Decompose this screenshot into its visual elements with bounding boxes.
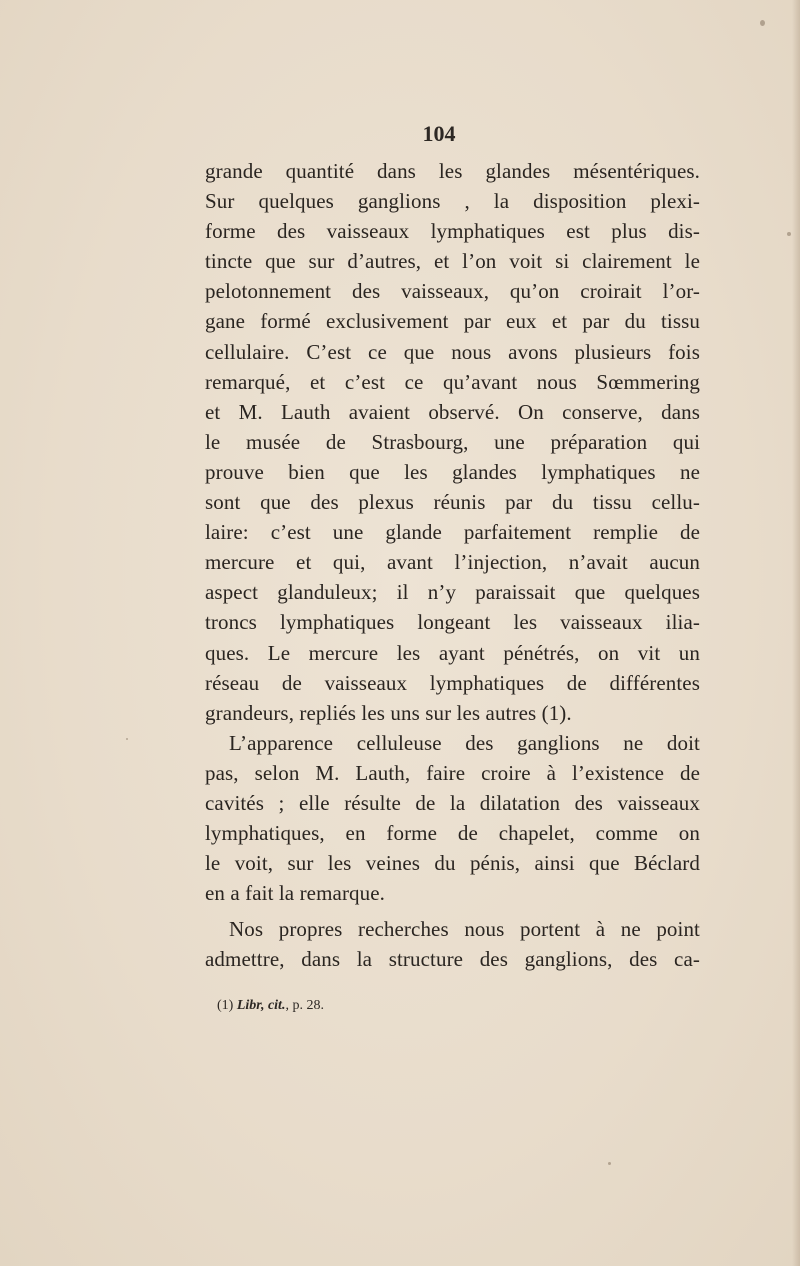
text-line: Sur quelques ganglions , la disposition plexi- — [205, 189, 700, 214]
footnote — [217, 996, 517, 1016]
text-line: admettre, dans la structure des ganglions, des ca- — [205, 947, 700, 972]
text-line: le musée de Strasbourg, une préparation qui — [205, 429, 700, 454]
footnote-marker: (1) — [217, 998, 234, 1013]
text-line: grandeurs, repliés les uns sur les autres (1). — [205, 700, 572, 725]
text-line: en a fait la remarque. — [205, 881, 386, 906]
text-line: le voit, sur les veines du pénis, ainsi que Béclard — [205, 851, 700, 876]
text-line: sont que des plexus réunis par du tissu cellu- — [205, 490, 700, 515]
text-line: L’apparence celluleuse des ganglions ne doit — [229, 730, 700, 755]
footnote-reference-title: Libr, cit. — [236, 998, 286, 1013]
text-line: mercure et qui, avant l’injection, n’avait aucun — [205, 550, 700, 575]
text-line: tincte que sur d’autres, et l’on voit si clairement le — [205, 249, 700, 274]
page-edge-shadow — [792, 0, 800, 1266]
text-line: ques. Le mercure les ayant pénétrés, on vit un — [205, 640, 700, 665]
text-line: Nos propres recherches nous portent à ne point — [229, 917, 700, 942]
paper-speck — [760, 20, 765, 26]
text-line: remarqué, et c’est ce qu’avant nous Sœmmering — [205, 369, 700, 394]
body-text — [205, 156, 700, 975]
footnote-reference-page: , p. 28. — [285, 998, 324, 1013]
text-line: gane formé exclusivement par eux et par du tissu — [205, 309, 700, 334]
text-line: aspect glanduleux; il n’y paraissait que quelques — [205, 580, 700, 605]
page-number: 104 — [422, 121, 456, 146]
text-line: prouve bien que les glandes lymphatiques ne — [205, 459, 700, 484]
text-line: grande quantité dans les glandes mésentériques. — [205, 159, 700, 183]
text-line: cavités ; elle résulte de la dilatation des vaisseaux — [205, 790, 700, 815]
text-line: cellulaire. C’est ce que nous avons plusieurs fois — [205, 339, 700, 364]
text-line: forme des vaisseaux lymphatiques est plus dis- — [205, 219, 700, 244]
text-line: et M. Lauth avaient observé. On conserve, dans — [205, 399, 700, 424]
paper-speck — [608, 1162, 611, 1165]
paper-speck — [126, 738, 128, 740]
text-line: troncs lymphatiques longeant les vaisseaux ilia- — [205, 610, 700, 635]
text-line: laire: c’est une glande parfaitement remplie de — [205, 520, 700, 545]
paper-speck — [787, 232, 791, 236]
text-line: réseau de vaisseaux lymphatiques de différentes — [205, 670, 700, 695]
text-line: pelotonnement des vaisseaux, qu’on croirait l’or- — [205, 279, 700, 304]
text-line: lymphatiques, en forme de chapelet, comme on — [205, 821, 700, 846]
text-line: pas, selon M. Lauth, faire croire à l’existence de — [205, 760, 700, 785]
